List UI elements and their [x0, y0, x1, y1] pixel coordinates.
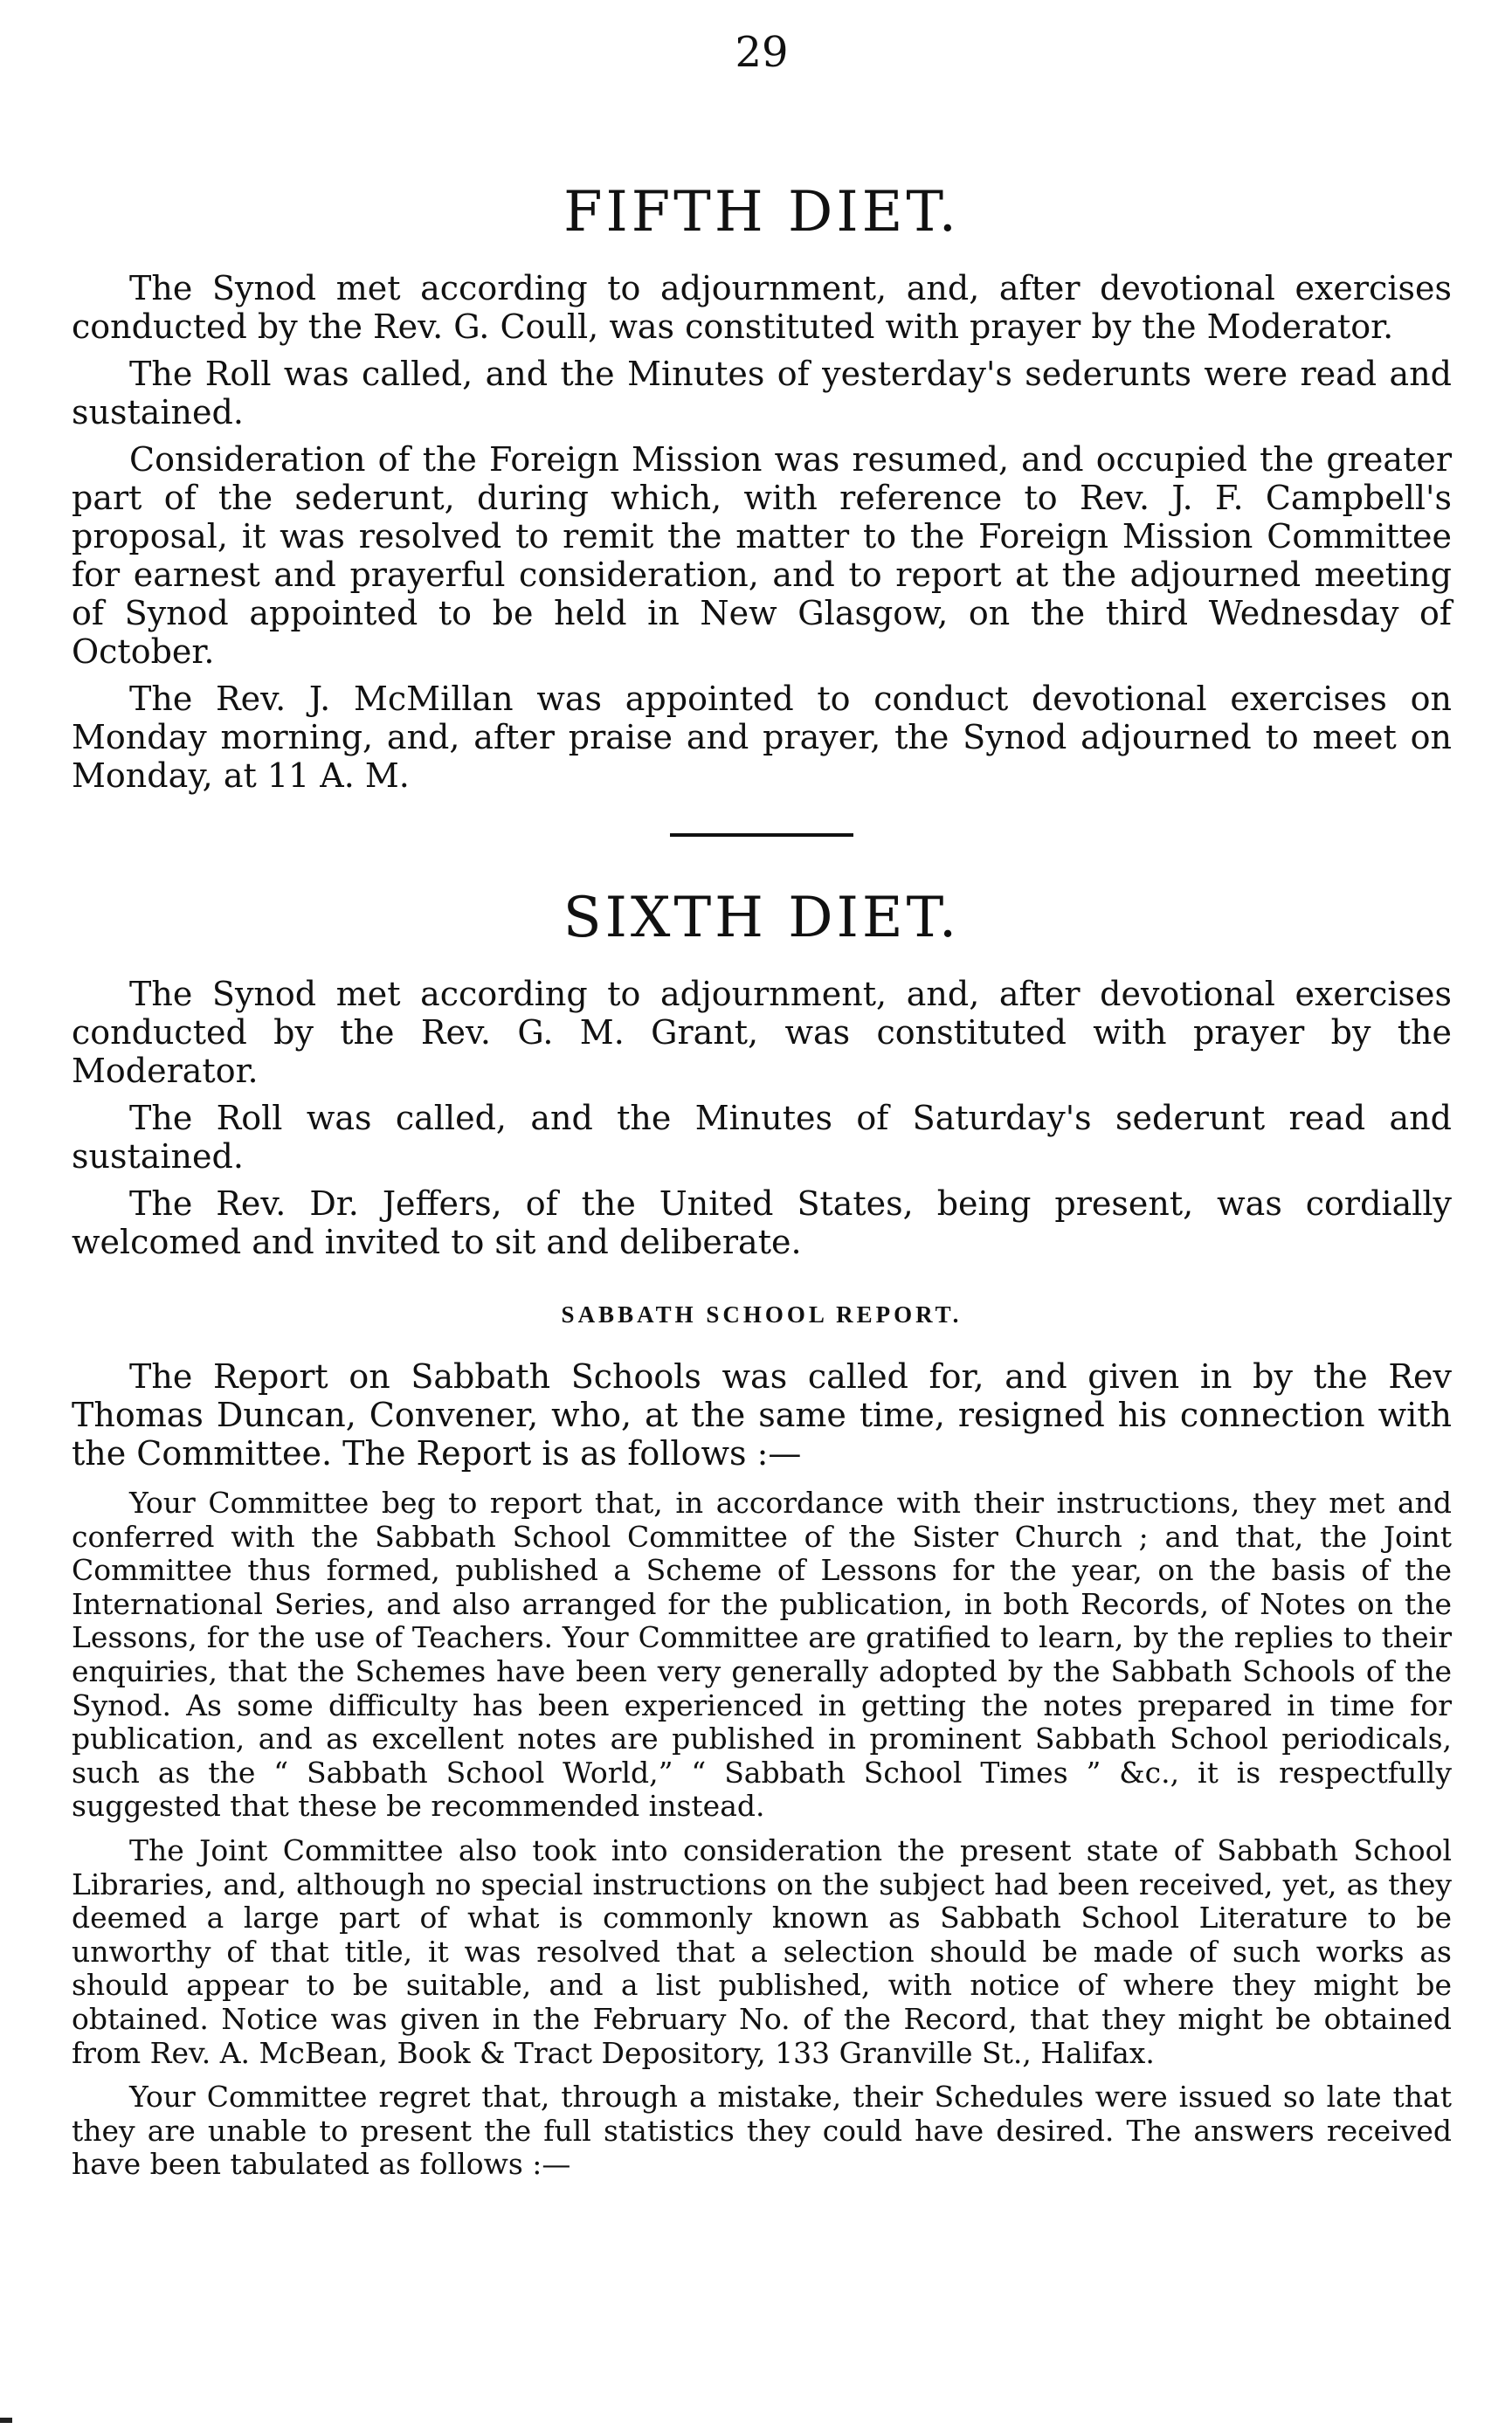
sixth-diet-paragraph: The Synod met according to adjournment, and, after devotional exercises conducted by the Rev. G. M. Grant, was constituted with prayer by the Moderator.	[72, 975, 1452, 1090]
section-divider	[670, 833, 853, 837]
report-intro-paragraph: The Report on Sabbath Schools was called for, and given in by the Rev Thomas Duncan, Convener, who, at the same time, resigned his connection with the Committee. The Report is as follows :—	[72, 1357, 1452, 1473]
fifth-diet-heading: FIFTH DIET.	[563, 180, 960, 245]
sixth-diet-paragraph: The Rev. Dr. Jeffers, of the United States, being present, was cordially welcomed and invited to sit and deliberate.	[72, 1184, 1452, 1261]
report-paragraph: Your Committee beg to report that, in accordance with their instructions, they met and conferred with the Sabbath School Committee of the Sister Church ; and that, the Joint Committee thus formed, published a Scheme of Lessons for the year, on the basis of the International Series, and also arranged for the publication, in both Records, of Notes on the Lessons, for the use of Teachers. Your Committee are gratified to learn, by the replies to their enquiries, that the Schemes have been very generally adopted by the Sabbath Schools of the Synod. As some difficulty has been experienced in getting the notes prepared in time for publication, and as excellent notes are published in prominent Sabbath School periodicals, such as the “ Sabbath School World,” “ Sabbath School Times ” &c., it is respectfully suggested that these be recommended instead.	[72, 1486, 1452, 1824]
fifth-diet-paragraph: The Synod met according to adjournment, and, after devotional exercises conducted by the Rev. G. Coull, was constituted with prayer by the Moderator.	[72, 269, 1452, 346]
report-paragraph: Your Committee regret that, through a mistake, their Schedules were issued so late that they are unable to present the full statistics they could have desired. The answers received have been tabulated as follows :—	[72, 2080, 1452, 2182]
sixth-diet-heading: SIXTH DIET.	[563, 886, 961, 950]
scan-edge-mark	[0, 2418, 12, 2423]
sabbath-school-report-section	[72, 1300, 1452, 2182]
fifth-diet-paragraph: The Rev. J. McMillan was appointed to conduct devotional exercises on Monday morning, and, after praise and prayer, the Synod adjourned to meet on Monday, at 11 A. M.	[72, 680, 1452, 795]
fifth-diet-paragraph: The Roll was called, and the Minutes of yesterday's sederunts were read and sustained.	[72, 355, 1452, 431]
fifth-diet-section	[72, 182, 1452, 795]
sabbath-school-report-heading: SABBATH SCHOOL REPORT.	[561, 1301, 963, 1328]
report-paragraph: The Joint Committee also took into consideration the present state of Sabbath School Libraries, and, although no special instructions on the subject had been received, yet, as they deemed a large part of what is commonly known as Sabbath School Literature to be unworthy of that title, it was resolved that a selection should be made of such works as should appear to be suitable, and a list published, with notice of where they might be obtained. Notice was given in the February No. of the Record, that they might be obtained from Rev. A. McBean, Book & Tract Depository, 133 Granville St., Halifax.	[72, 1832, 1452, 2070]
fifth-diet-paragraph: Consideration of the Foreign Mission was resumed, and occupied the greater part of the sederunt, during which, with reference to Rev. J. F. Campbell's proposal, it was resolved to remit the matter to the Foreign Mission Committee for earnest and prayerful consideration, and to report at the adjourned meeting of Synod appointed to be held in New Glasgow, on the third Wednesday of October.	[72, 440, 1452, 671]
document-page	[72, 26, 1452, 2192]
sixth-diet-section	[72, 887, 1452, 1261]
page-number: 29	[735, 28, 789, 77]
sixth-diet-paragraph: The Roll was called, and the Minutes of Saturday's sederunt read and sustained.	[72, 1099, 1452, 1176]
